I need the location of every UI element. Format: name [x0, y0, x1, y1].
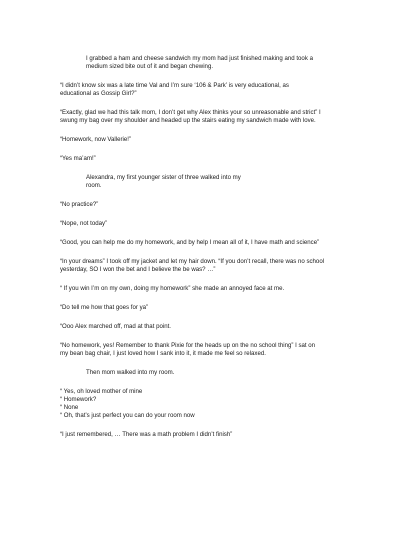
paragraph-p4: [60, 136, 360, 144]
text-line: I grabbed a ham and cheese sandwich my mom had just finished making and took a: [86, 55, 313, 62]
text-line: “ Yes, oh loved mother of mine: [60, 388, 143, 395]
text-line: “No practice?”: [60, 201, 99, 208]
text-line: “I just remembered, … There was a math problem I didn’t finish”: [60, 431, 233, 438]
text-line: “Yes ma’am!”: [60, 155, 96, 162]
text-line: “No homework, yes! Remember to thank Pixie for the heads up on the no school thing” I sat on: [60, 342, 316, 349]
paragraph-p3: [60, 109, 360, 125]
text-line: room.: [86, 182, 102, 189]
text-line: Then mom walked into my room.: [86, 369, 175, 376]
paragraph-p15: [60, 369, 360, 377]
text-line: educational as Gossip Girl?”: [60, 90, 137, 97]
paragraph-p13: [60, 323, 360, 331]
text-line: “I didn’t know six was a late time Val and I’m sure ‘106 & Park’ is very educational, as: [60, 82, 289, 89]
text-line: “ If you win I’m on my own, doing my homework” she made an annoyed face at me.: [60, 285, 285, 292]
paragraph-p1: [60, 55, 360, 71]
text-line: “Homework, now Vallerie!”: [60, 136, 132, 143]
text-line: “Exactly, glad we had this talk mom, I don’t get why Alex thinks your so unreasonable and strict” I: [60, 109, 321, 116]
paragraph-p11: [60, 285, 360, 293]
paragraph-p2: [60, 82, 360, 98]
text-line: “Ooo Alex marched off, mad at that point.: [60, 323, 171, 330]
paragraph-p12: [60, 304, 360, 312]
paragraph-p10: [60, 258, 360, 274]
text-line: “ None: [60, 404, 79, 411]
text-line: “Do tell me how that goes for ya”: [60, 304, 149, 311]
paragraph-p9: [60, 239, 360, 247]
paragraph-p6: [60, 174, 360, 190]
text-line: Alexandra, my first younger sister of three walked into my: [86, 174, 241, 181]
text-line: “ Oh, that’s just perfect you can do your room now: [60, 412, 195, 419]
text-line: swung my bag over my shoulder and headed up the stairs eating my sandwich made with love.: [60, 117, 316, 124]
paragraph-p17: [60, 431, 360, 439]
text-line: “ Homework?: [60, 396, 97, 403]
paragraph-p16: [60, 388, 360, 420]
paragraph-p8: [60, 220, 360, 228]
paragraph-p14: [60, 342, 360, 358]
text-line: yesterday, SO I won the bet and I believe the be was? …”: [60, 266, 216, 273]
paragraph-p7: [60, 201, 360, 209]
paragraph-p5: [60, 155, 360, 163]
text-line: my bean bag chair, I just loved how I sank into it, it made me feel so relaxed.: [60, 350, 266, 357]
text-line: medium sized bite out of it and began chewing.: [86, 63, 214, 70]
text-line: “Nope, not today”: [60, 220, 108, 227]
text-line: “Good, you can help me do my homework, and by help I mean all of it, I have math and science”: [60, 239, 320, 246]
text-line: “In your dreams” I took off my jacket and let my hair down. “If you don’t recall, there was no school: [60, 258, 325, 265]
